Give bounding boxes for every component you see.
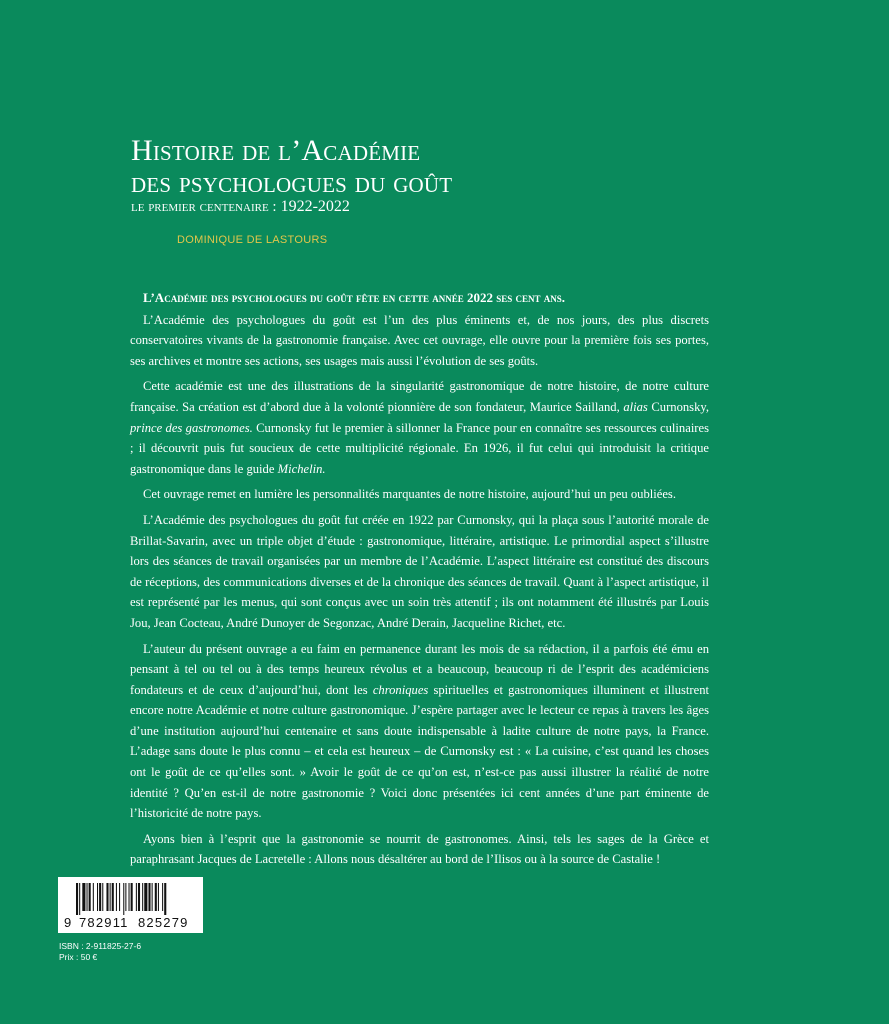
title-line-2: des psychologues du goût	[131, 166, 453, 199]
barcode-bar	[119, 883, 120, 911]
barcode-bar	[97, 883, 98, 911]
book-title	[131, 136, 452, 198]
barcode-bar	[106, 883, 108, 911]
barcode-group-2: 825279	[138, 915, 189, 930]
barcode	[58, 877, 203, 933]
barcode-bars	[58, 877, 203, 917]
barcode-bar	[148, 883, 150, 911]
isbn-line: ISBN : 2-911825-27-6	[59, 941, 142, 951]
barcode-bar	[82, 883, 85, 911]
blurb-paragraph-6: Ayons bien à l’esprit que la gastronomie se nourrit de gastronomes. Ainsi, tels les sages de la Grèce et paraphrasant Jacques de Lacretelle : Allons nous désaltérer au bord de l’Ilisos ou à la source de Castalie !	[130, 831, 709, 867]
p2-text-c: Curnonsky fut le premier à sillonner la France pour en connaître ses ressources culinaires ; il découvrit puis fut soucieux de cette multiplicité régionale. En 1926, il fut celui qui introduisit la critique gastronomique dans le guide	[130, 420, 709, 476]
barcode-bar	[138, 883, 140, 911]
p2-prince: prince des gastronomes.	[130, 420, 253, 435]
barcode-bar	[142, 883, 143, 911]
barcode-bar	[131, 883, 133, 911]
blurb-paragraph-1: L’Académie des psychologues du goût est l’un des plus éminents et, de nos jours, des plus discrets conservatoires vivants de la gastronomie française. Avec cet ouvrage, elle ouvre pour la première fois ses portes, ses archives et montre ses actions, ses usages mais aussi l’évolution de ses goûts.	[130, 312, 709, 368]
barcode-bar	[158, 883, 159, 911]
barcode-bar	[152, 883, 153, 911]
barcode-bar	[116, 883, 117, 911]
barcode-bar	[89, 883, 91, 911]
barcode-bar	[93, 883, 94, 911]
blurb	[130, 288, 709, 875]
author-name: DOMINIQUE DE LASTOURS	[177, 234, 328, 246]
p5-chroniques: chroniques	[372, 682, 429, 697]
blurb-lead: L’Académie des psychologues du goût fête en cette année 2022 ses cent ans.	[143, 290, 566, 305]
blurb-paragraph-5	[130, 639, 709, 824]
barcode-bar	[125, 883, 126, 911]
barcode-bar	[102, 883, 103, 911]
price-line: Prix : 50 €	[59, 952, 98, 962]
barcode-bar	[87, 883, 88, 911]
barcode-group-1: 782911	[79, 915, 129, 930]
blurb-paragraph-2	[130, 376, 709, 479]
isbn-block	[59, 941, 141, 963]
barcode-bar	[110, 883, 111, 911]
barcode-bar	[123, 883, 124, 915]
barcode-bar	[129, 883, 130, 911]
blurb-paragraph-4: L’Académie des psychologues du goût fut créée en 1922 par Curnonsky, qui la plaça sous l’autorité morale de Brillat-Savarin, avec un triple objet d’étude : gastronomique, littéraire, artistique. Le primordial aspect s’illustre lors des séances de travail organisées par un membre de l’Académie. L’aspect littéraire est constitué des discours de réceptions, des communications diverses et de la chronique des séances de travail. Quant à l’aspect artistique, il est représenté par les menus, qui sont conçus avec un soin très attentif ; ils ont notamment été illustrés par Louis Jou, Jean Cocteau, André Dunoyer de Segonzac, André Derain, Jacqueline Richet, etc.	[130, 512, 709, 630]
p5-text-a: L’auteur du présent ouvrage a eu faim en permanence durant les mois de sa rédaction, il a parfois été ému en pensant à tel ou tel ou à des temps heureux révolus et a beaucoup, beaucoup ri de l’esprit des académiciens fondateurs et de ceux d’aujourd’hui, dont les	[130, 641, 709, 697]
blurb-paragraph-3: Cet ouvrage remet en lumière les personnalités marquantes de notre histoire, aujourd’hui un peu oubliées.	[143, 487, 676, 502]
barcode-bar	[164, 883, 166, 915]
barcode-bar	[99, 883, 101, 911]
subtitle-years: 1922-2022	[280, 198, 350, 215]
barcode-bar	[144, 883, 147, 911]
p2-text-b: Curnonsky,	[651, 399, 709, 414]
title-line-1: Histoire de l’Académie	[131, 134, 421, 167]
subtitle-label: le premier centenaire :	[131, 199, 277, 215]
barcode-bar	[162, 883, 163, 911]
p2-michelin: Michelin.	[277, 461, 326, 476]
barcode-digit-first: 9	[64, 915, 73, 930]
subtitle	[131, 197, 350, 217]
barcode-bar	[76, 883, 78, 915]
p2-alias: alias	[623, 399, 648, 414]
barcode-bar	[112, 883, 114, 911]
p2-text-a: Cette académie est une des illustrations de la singularité gastronomique de notre histoire, de notre culture française. Sa création est d’abord due à la volonté pionnière de son fondateur, Maurice Sailland,	[130, 379, 709, 414]
p5-text-b: spirituelles et gastronomiques illuminent et illustrent encore notre Académie et notre culture gastronomique. J’espère partager avec le lecteur ce repas à travers les âges d’une institution aujourd’hui centenaire et sans doute indispensable à ladite culture de notre pays, la France. L’adage sans doute le plus connu – et cela est heureux – de Curnonsky est : « La cuisine, c’est quand les choses ont le goût de ce qu’elles sont. » Avoir le goût de ce qu’on est, n’est-ce pas aussi illustrer la réalité de notre identité ? Qu’en est-il de notre gastronomie ? Voici donc présentées ici cent années d’une part éminente de l’historicité de notre pays.	[130, 682, 710, 821]
barcode-bar	[136, 883, 137, 911]
barcode-bar	[155, 883, 157, 911]
barcode-bar	[79, 883, 80, 915]
